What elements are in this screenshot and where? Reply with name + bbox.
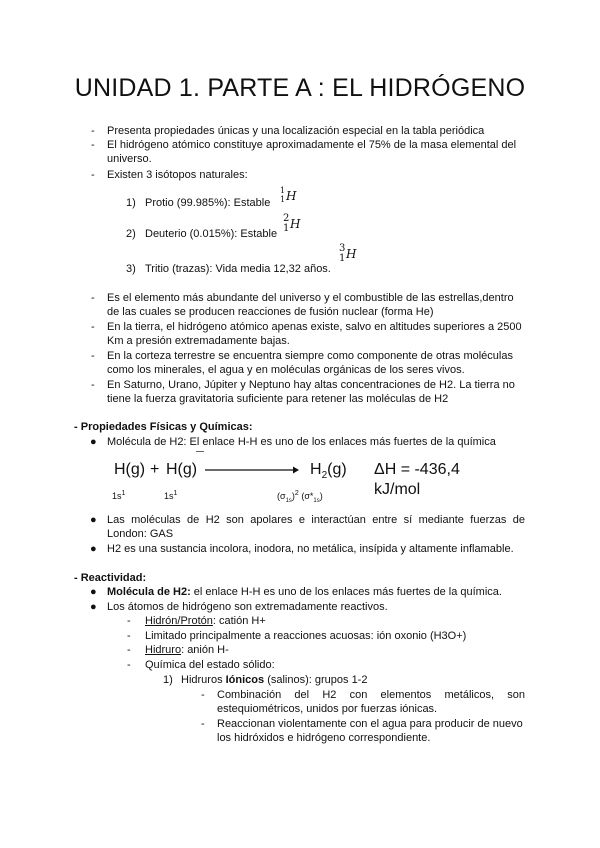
sub-item: Hidruro: anión H-	[145, 644, 229, 656]
list-item-continuation: tiene la fuerza gravitatoria suficiente para retener las moléculas de H2	[107, 393, 449, 405]
section-heading: - Propiedades Físicas y Químicas:	[74, 421, 253, 433]
section-heading: - Reactividad:	[74, 572, 147, 584]
list-item: En la tierra, el hidrógeno atómico apenas existe, salvo en altitudes superiores a 2500	[107, 321, 522, 333]
product: $H_2(g)$	[310, 461, 347, 482]
list-item-continuation: Km a presión extremadamente bajas.	[107, 335, 290, 347]
bullet-icon: ●	[90, 514, 97, 526]
bullet-icon: ●	[90, 586, 97, 598]
list-item: Molécula de H2: El enlace H-H es uno de los enlaces más fuertes de la química	[107, 436, 496, 448]
list-item: En la corteza terrestre se encuentra siempre como componente de otras moléculas	[107, 350, 513, 362]
list-dash: -	[127, 630, 131, 642]
bullet-icon: ●	[90, 601, 97, 613]
tritium-symbol: 3 1 H	[339, 243, 357, 264]
list-dash: -	[91, 350, 95, 362]
list-dash: -	[201, 718, 205, 730]
plus-sign: +	[150, 461, 160, 478]
isotope-text: Protio (99.985%): Estable	[145, 197, 271, 209]
list-item: Existen 3 isótopos naturales:	[107, 169, 248, 181]
reactant-2: H(g)	[166, 461, 198, 478]
list-dash: -	[127, 644, 131, 656]
list-dash: -	[91, 379, 95, 391]
list-item: Presenta propiedades únicas y una localización especial en la tabla periódica	[107, 125, 485, 137]
sub-item: Limitado principalmente a reacciones acuosas: ión oxonio (H3O+)	[145, 630, 467, 642]
isotope-number: 3)	[126, 263, 136, 275]
numbered-item: Hidruros Iónicos (salinos): grupos 1-2	[181, 674, 368, 686]
reaction-arrow	[205, 465, 299, 475]
list-item-continuation: como los minerales, el agua y en moléculas orgánicas de los seres vivos.	[107, 364, 465, 376]
list-dash: -	[91, 169, 95, 181]
detail-item: Reaccionan violentamente con el agua para producir de nuevo	[217, 718, 523, 730]
page-title: UNIDAD 1. PARTE A : EL HIDRÓGENO	[74, 74, 526, 102]
bullet-icon: ●	[90, 543, 97, 555]
numbered-label: 1)	[163, 674, 173, 686]
list-dash: -	[91, 321, 95, 333]
list-dash: -	[91, 139, 95, 151]
detail-item-continuation: los hidróxidos e hidrógeno correspondiente.	[217, 732, 431, 744]
reactant-1: H(g)	[114, 461, 146, 478]
list-item-continuation: London: GAS	[107, 528, 174, 540]
detail-item-continuation: estequiométricos, unidos por fuerzas iónicas.	[217, 703, 438, 715]
list-dash: -	[91, 292, 95, 304]
detail-item: Combinación del H2 con elementos metálicos, son	[217, 689, 525, 701]
bullet-icon: ●	[90, 436, 97, 448]
overline-mark	[196, 451, 204, 452]
list-item: Las moléculas de H2 son apolares e interactúan entre sí mediante fuerzas de	[107, 514, 525, 526]
list-item: El hidrógeno atómico constituye aproximadamente el 75% de la masa elemental del	[107, 139, 517, 151]
list-item: Los átomos de hidrógeno son extremadamente reactivos.	[107, 601, 388, 613]
reaction-equation	[110, 448, 470, 504]
isotope-text: Deuterio (0.015%): Estable	[145, 228, 278, 240]
isotope-number: 1)	[126, 197, 136, 209]
list-item: Molécula de H2: el enlace H-H es uno de los enlaces más fuertes de la química.	[107, 586, 502, 598]
sub-item: Hidrón/Protón: catión H+	[145, 615, 266, 627]
electron-config: $1s^1$	[164, 490, 178, 501]
list-item: H2 es una sustancia incolora, inodora, no metálica, insípida y altamente inflamable.	[107, 543, 514, 555]
isotope-text: Tritio (trazas): Vida media 12,32 años.	[145, 263, 331, 275]
list-item-continuation: de las cuales se producen reacciones de fusión nuclear (forma He)	[107, 306, 434, 318]
list-item: Es el elemento más abundante del universo y el combustible de las estrellas,dentro	[107, 292, 514, 304]
isotope-number: 2)	[126, 228, 136, 240]
sub-item: Química del estado sólido:	[145, 659, 275, 671]
electron-config: $1s^1$	[112, 490, 126, 501]
list-dash: -	[127, 659, 131, 671]
enthalpy: ΔH = -436,4 kJ/mol	[374, 461, 460, 498]
protium-symbol: 1 1 H	[280, 186, 297, 204]
molecular-orbital-config: $(\sigma_{1s})^2$ $(\sigma*_{1s})$	[277, 490, 323, 504]
list-item: En Saturno, Urano, Júpiter y Neptuno hay altas concentraciones de H2. La tierra no	[107, 379, 515, 391]
list-dash: -	[91, 125, 95, 137]
list-item-continuation: universo.	[107, 153, 152, 165]
list-dash: -	[201, 689, 205, 701]
deuterium-symbol: 2 1 H	[283, 213, 301, 234]
list-dash: -	[127, 615, 131, 627]
